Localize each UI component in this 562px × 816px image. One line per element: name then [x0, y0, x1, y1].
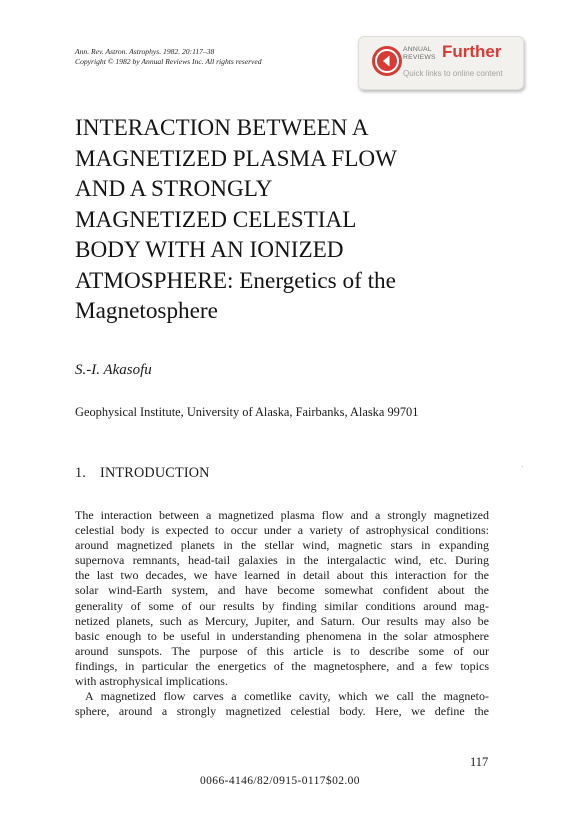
body-line: around sunspots. The purpose of this article is to describe some of our [75, 643, 489, 658]
title-line: AND A STRONGLY [75, 176, 273, 202]
section-number: 1. [75, 465, 87, 481]
title-line: BODY WITH AN IONIZED [75, 237, 344, 263]
section-heading [75, 465, 210, 482]
journal-citation: Ann. Rev. Astron. Astrophys. 1982. 20:117–38 [75, 47, 215, 56]
author-name: S.-I. Akasofu [75, 362, 152, 378]
annual-reviews-label: ANNUAL REVIEWS [403, 46, 436, 61]
body-line: celestial body is expected to occur under a variety of astrophysical conditions: [75, 523, 489, 538]
issn-code: 0066-4146/82/0915-0117$02.00 [200, 775, 360, 787]
page-number: 117 [470, 755, 489, 769]
body-line: generality of some of our results by finding similar conditions around mag- [75, 598, 489, 613]
title-line: ATMOSPHERE: Energetics of the [75, 267, 396, 294]
quick-links-text: Quick links to online content [403, 69, 503, 78]
body-line: basic enough to be useful in understanding phenomena in the solar atmosphere [75, 628, 489, 643]
body-line: the last two decades, we have learned in detail about this interaction for the [75, 568, 489, 583]
body-line: with astrophysical implications. [75, 674, 228, 689]
body-line: supernova remnants, head-tail galaxies in the intergalactic wind, etc. During [75, 553, 489, 568]
author-affiliation: Geophysical Institute, University of Alaska, Fairbanks, Alaska 99701 [75, 405, 419, 419]
body-line: solar wind-Earth system, and have become somewhat confident about the [75, 583, 489, 598]
title-line: MAGNETIZED PLASMA FLOW [75, 145, 398, 172]
body-line: around magnetized planets in the stellar wind, magnetic stars in expanding [75, 538, 489, 553]
further-wordmark: Further [442, 42, 502, 61]
article-title [75, 113, 495, 327]
copyright-notice: Copyright © 1982 by Annual Reviews Inc. All rights reserved [75, 57, 262, 66]
body-line: findings, in particular the energetics of the magnetosphere, and a few topics [75, 658, 489, 673]
section-title: INTRODUCTION [100, 465, 210, 481]
title-line: Magnetosphere [75, 298, 218, 324]
body-line: netized planets, such as Mercury, Jupiter, and Saturn. Our results may also be [75, 613, 489, 628]
body-paragraphs [75, 508, 489, 719]
body-line: sphere, around a strongly magnetized celestial body. Here, we define the [75, 704, 489, 719]
body-line: A magnetized flow carves a cometlike cavity, which we call the magneto- [85, 689, 489, 704]
citation-header [75, 47, 262, 67]
title-line: MAGNETIZED CELESTIAL [75, 206, 357, 233]
body-line: The interaction between a magnetized plasma flow and a strongly magnetized [75, 508, 489, 522]
play-arrow-circle-icon [372, 46, 402, 76]
title-line: INTERACTION BETWEEN A [75, 115, 369, 141]
further-badge[interactable] [358, 36, 524, 90]
speck-mark [522, 466, 523, 467]
